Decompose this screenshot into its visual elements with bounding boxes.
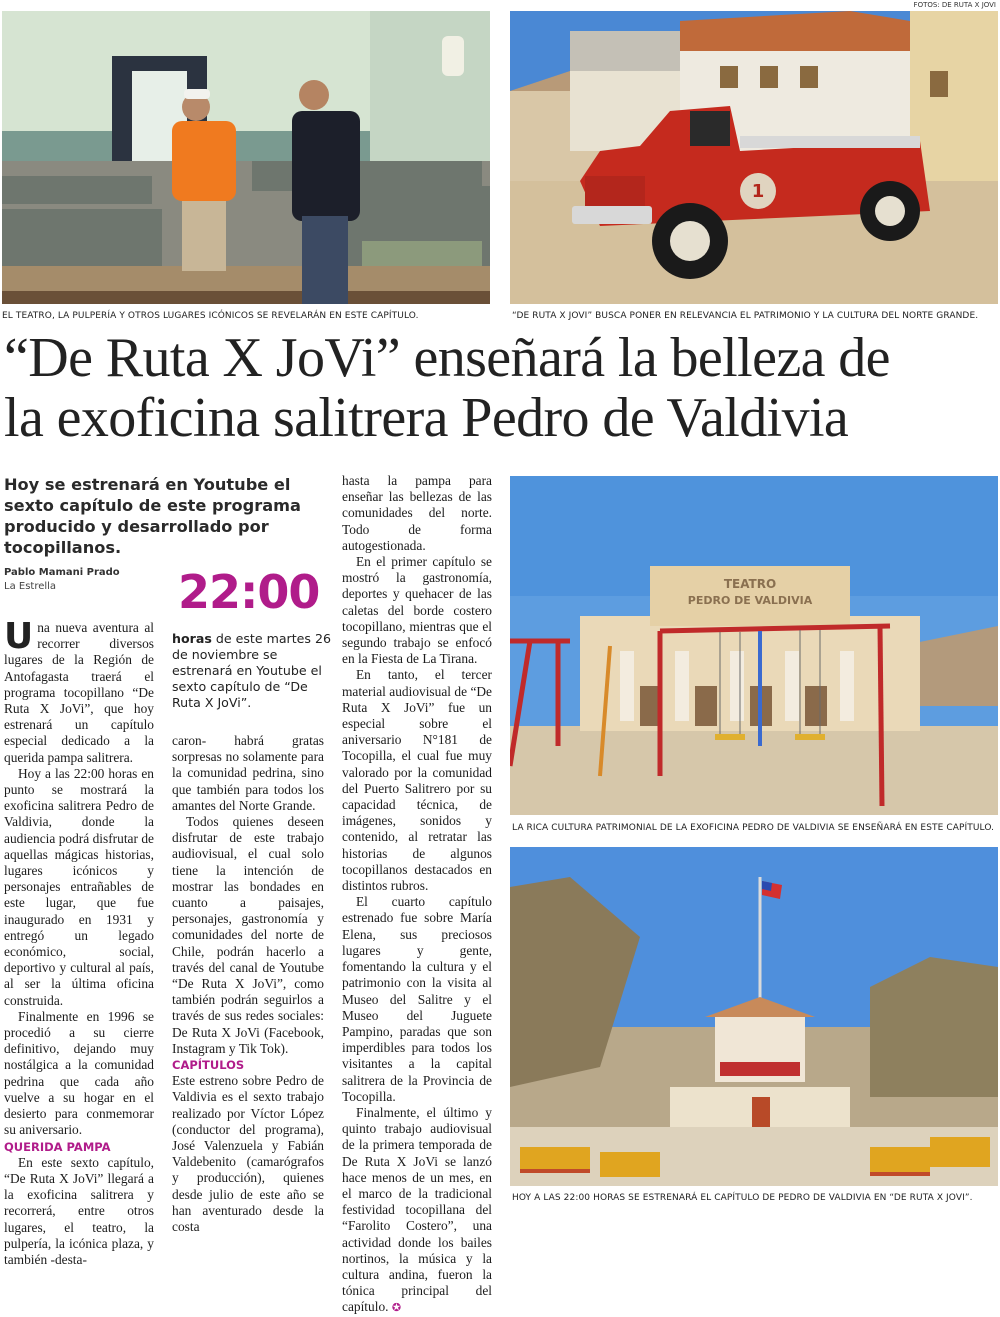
article-column-2 <box>172 733 324 1235</box>
article-column-3 <box>342 473 492 1317</box>
fire-truck-photo-caption: “DE RUTA X JOVI” BUSCA PONER EN RELEVANCIA EL PATRIMONIO Y LA CULTURA DEL NORTE GRANDE. <box>512 311 979 321</box>
plaza-photo-caption: HOY A LAS 22:00 HORAS SE ESTRENARÁ EL CAPÍTULO DE PEDRO DE VALDIVIA EN “DE RUTA X JOVI”. <box>512 1193 973 1203</box>
article-paragraph: Todos quienes deseen disfrutar de este trabajo audiovisual, el cual solo tiene la intención de mostrar las bondades en cuanto a paisajes, personajes, gastronomía y comunidades del norte de Chile, podrán hacerlo a través del canal de Youtube “De Ruta X JoVi”, como también podrán seguirlos a través de sus redes sociales: De Ruta X JoVi (Facebook, Instagram y Tik Tok). <box>172 814 324 1056</box>
theater-building-photo-caption: LA RICA CULTURA PATRIMONIAL DE LA EXOFICINA PEDRO DE VALDIVIA SE ENSEÑARÁ EN ESTE CAPÍTULO. <box>512 823 995 833</box>
article-paragraph: En este sexto capítulo, “De Ruta X JoVi” llegará a la exoficina salitrera y recorrerá, entre otros lugares, el teatro, la pulpería, la icónica plaza, y también -desta- <box>4 1154 154 1267</box>
subhead-capitulos: CAPÍTULOS <box>172 1058 245 1073</box>
article-paragraph: El cuarto capítulo estrenado fue sobre María Elena, sus preciosos lugares y gente, fomentando la cultura y el patrimonio con la visita al Museo del Salitre y el Museo del Juguete Pampino, paradas que son imperdibles para todos los visitantes a la capital salitrera de la Provincia de Tocopilla. <box>342 894 492 1104</box>
plaza-photo <box>510 847 998 1186</box>
theater-photo <box>2 11 490 304</box>
subhead-querida-pampa: QUERIDA PAMPA <box>4 1139 111 1154</box>
drop-cap: U <box>4 616 34 657</box>
callout-body: de este martes 26 de noviembre se estrenará en Youtube el sexto capítulo de “De Ruta X JoVi”. <box>172 631 332 710</box>
article-paragraph: En el primer capítulo se mostró la gastronomía, deportes y quehacer de las caletas del borde costero tocopillano, mientras que el segundo trabajo se enfocó en la Fiesta de La Tirana. <box>342 554 492 667</box>
callout-text <box>172 631 336 711</box>
callout-bold: horas <box>172 631 212 646</box>
article-paragraph: Este estreno sobre Pedro de Valdivia es el sexto trabajo realizado por Víctor López (conductor del programa), José Valenzuela y Fabián Valdebenito (camarógrafos y producción), quienes desde julio de este año se han aventurado desde la costa <box>172 1073 324 1235</box>
byline-name: Pablo Mamani Prado <box>4 567 120 578</box>
theater-photo-caption: EL TEATRO, LA PULPERÍA Y OTROS LUGARES ICÓNICOS SE REVELARÁN EN ESTE CAPÍTULO. <box>2 311 419 321</box>
theater-building-photo <box>510 476 998 815</box>
headline-line-1: “De Ruta X JoVi” enseñará la belleza de <box>4 327 890 389</box>
truck-emblem-text: 1 <box>751 181 765 202</box>
article-paragraph: En tanto, el tercer material audiovisual de “De Ruta X JoVi” fue un especial sobre el aniversario N°181 de Tocopilla, el cual fue muy valorado por la comunidad del Puerto Salitrero por su capacidad técnica, de imágenes, sonidos y contenido, al retratar las historias de algunos tocopillanos destacados en distintos rubros. <box>342 667 492 894</box>
fire-truck-photo <box>510 11 998 304</box>
end-mark-icon: ✪ <box>391 1302 402 1315</box>
article-column-1 <box>4 616 154 1268</box>
article-paragraph: Finalmente, el último y quinto trabajo audiovisual de la primera temporada de De Ruta X JoVi se lanzó hace menos de un mes, en el marco de la tradicional festividad tocopillana del “Farolito Costero”, una actividad donde los bailes nortinos, la música y la cultura andina, fueron la tónica principal del capítulo. ✪ <box>342 1104 492 1315</box>
article-paragraph: Una nueva aventura al recorrer diversos lugares de la Región de Antofagasta traerá el programa tocopillano “De Ruta X JoVi”, que hoy estrenará un capítulo especial dedicado a la querida pampa salitrera. <box>4 616 154 765</box>
photo-credit: FOTOS: DE RUTA X JOVI <box>913 1 996 9</box>
headline <box>4 328 998 448</box>
deck: Hoy se estrenará en Youtube el sexto capítulo de este programa producido y desarrollado por tocopillanos. <box>4 475 301 557</box>
article-paragraph: Hoy a las 22:00 horas en punto se mostrará la exoficina salitrera Pedro de Valdivia, donde la audiencia podrá disfrutar de aquellas mágicas historias, lugares icónicos y personajes entrañables de este lugar, que fue inaugurado en 1931 y entregó un legado económico, social, deportivo y cultural al país, al ser la última oficina construida. <box>4 765 154 1008</box>
building-sign-line-1: TEATRO <box>723 577 777 591</box>
headline-line-2: la exoficina salitrera Pedro de Valdivia <box>4 387 849 449</box>
byline-org: La Estrella <box>4 581 57 592</box>
article-paragraph: Finalmente en 1996 se procedió a su cierre definitivo, dejando muy nostálgica a la comunidad pedrina que cada año vuelve a su hogar en el desierto para conmemorar su aniversario. <box>4 1008 154 1138</box>
building-sign-line-2: PEDRO DE VALDIVIA <box>687 594 813 607</box>
article-paragraph: hasta la pampa para enseñar las bellezas de las comunidades del norte. Todo de forma autogestionada. <box>342 473 492 553</box>
article-paragraph: caron- habrá gratas sorpresas no solamente para la comunidad pedrina, sino que también para todos los amantes del Norte Grande. <box>172 733 324 813</box>
callout-time: 22:00 <box>178 565 320 619</box>
